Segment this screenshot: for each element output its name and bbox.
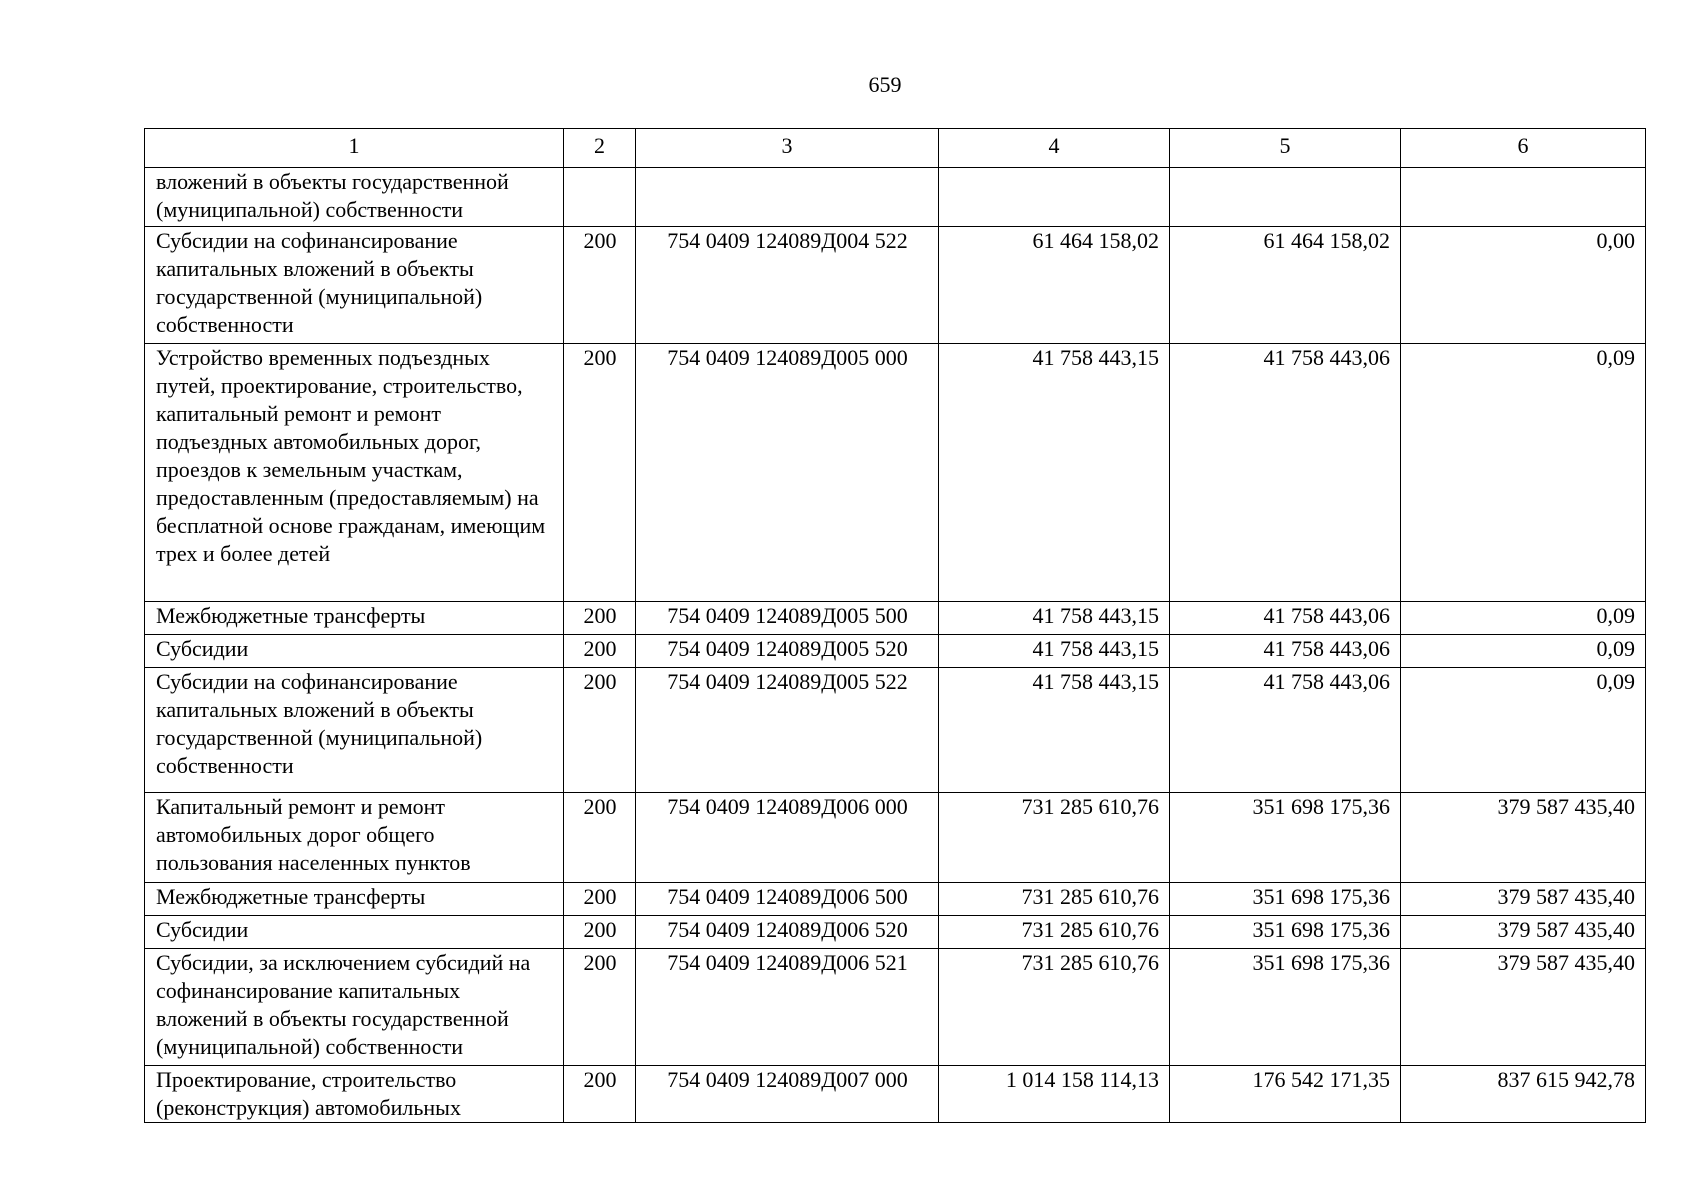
table-row — [145, 883, 1646, 916]
row-budget-code: 754 0409 124089Д005 522 — [636, 668, 939, 793]
column-number-row — [145, 129, 1646, 168]
row-budget-code: 754 0409 124089Д004 522 — [636, 227, 939, 344]
column-header: 2 — [564, 129, 636, 168]
table-row — [145, 168, 1646, 227]
row-value-col6 — [1401, 168, 1646, 227]
row-value-col6: 379 587 435,40 — [1401, 883, 1646, 916]
table-row — [145, 1066, 1646, 1123]
row-value-col5: 41 758 443,06 — [1170, 668, 1401, 793]
row-value-col5: 351 698 175,36 — [1170, 949, 1401, 1066]
row-budget-code — [636, 168, 939, 227]
row-value-col5: 41 758 443,06 — [1170, 602, 1401, 635]
row-value-col6: 0,09 — [1401, 602, 1646, 635]
row-label: Межбюджетные трансферты — [145, 883, 564, 916]
row-budget-code: 754 0409 124089Д007 000 — [636, 1066, 939, 1123]
row-label: Субсидии — [145, 635, 564, 668]
column-header: 6 — [1401, 129, 1646, 168]
table-row — [145, 635, 1646, 668]
row-budget-code: 754 0409 124089Д005 500 — [636, 602, 939, 635]
row-col2: 200 — [564, 344, 636, 602]
table-row — [145, 949, 1646, 1066]
row-value-col6: 0,09 — [1401, 344, 1646, 602]
row-value-col6: 379 587 435,40 — [1401, 916, 1646, 949]
column-header: 1 — [145, 129, 564, 168]
row-value-col5: 351 698 175,36 — [1170, 793, 1401, 883]
row-value-col4: 1 014 158 114,13 — [939, 1066, 1170, 1123]
row-budget-code: 754 0409 124089Д006 000 — [636, 793, 939, 883]
column-header: 3 — [636, 129, 939, 168]
row-value-col5: 41 758 443,06 — [1170, 344, 1401, 602]
row-label: Межбюджетные трансферты — [145, 602, 564, 635]
row-value-col4: 41 758 443,15 — [939, 668, 1170, 793]
row-col2 — [564, 168, 636, 227]
row-value-col5: 61 464 158,02 — [1170, 227, 1401, 344]
row-label: Устройство временных подъездных путей, проектирование, строительство, капитальный ремонт и ремонт подъездных автомобильных дорог, проездов к земельным участкам, предоставленным (предоставляемым) на бесплатной основе гражданам, имеющим трех и более детей — [145, 344, 564, 602]
row-value-col6: 379 587 435,40 — [1401, 949, 1646, 1066]
row-value-col6: 0,09 — [1401, 635, 1646, 668]
row-value-col6: 837 615 942,78 — [1401, 1066, 1646, 1123]
column-header: 4 — [939, 129, 1170, 168]
table-row — [145, 227, 1646, 344]
row-value-col5: 41 758 443,06 — [1170, 635, 1401, 668]
row-value-col4 — [939, 168, 1170, 227]
column-header: 5 — [1170, 129, 1401, 168]
row-label: Капитальный ремонт и ремонт автомобильных дорог общего пользования населенных пунктов — [145, 793, 564, 883]
row-value-col6: 0,09 — [1401, 668, 1646, 793]
row-col2: 200 — [564, 227, 636, 344]
row-col2: 200 — [564, 602, 636, 635]
row-value-col5: 351 698 175,36 — [1170, 916, 1401, 949]
row-budget-code: 754 0409 124089Д006 500 — [636, 883, 939, 916]
row-label: Проектирование, строительство (реконструкция) автомобильных — [145, 1066, 564, 1123]
budget-table — [144, 128, 1646, 1123]
row-label: Субсидии — [145, 916, 564, 949]
row-value-col4: 731 285 610,76 — [939, 883, 1170, 916]
table-row — [145, 668, 1646, 793]
row-value-col4: 41 758 443,15 — [939, 635, 1170, 668]
page-number: 659 — [868, 72, 902, 97]
row-label: Субсидии на софинансирование капитальных вложений в объекты государственной (муниципальной) собственности — [145, 227, 564, 344]
row-value-col4: 41 758 443,15 — [939, 602, 1170, 635]
row-budget-code: 754 0409 124089Д006 521 — [636, 949, 939, 1066]
row-col2: 200 — [564, 635, 636, 668]
row-value-col5: 176 542 171,35 — [1170, 1066, 1401, 1123]
row-label: вложений в объекты государственной (муниципальной) собственности — [145, 168, 564, 227]
row-value-col4: 41 758 443,15 — [939, 344, 1170, 602]
table-row — [145, 344, 1646, 602]
table-row — [145, 916, 1646, 949]
row-col2: 200 — [564, 1066, 636, 1123]
table-row — [145, 793, 1646, 883]
row-budget-code: 754 0409 124089Д005 000 — [636, 344, 939, 602]
row-col2: 200 — [564, 883, 636, 916]
row-col2: 200 — [564, 949, 636, 1066]
row-value-col4: 731 285 610,76 — [939, 793, 1170, 883]
row-label: Субсидии, за исключением субсидий на софинансирование капитальных вложений в объекты государственной (муниципальной) собственности — [145, 949, 564, 1066]
row-col2: 200 — [564, 793, 636, 883]
row-label: Субсидии на софинансирование капитальных вложений в объекты государственной (муниципальной) собственности — [145, 668, 564, 793]
row-budget-code: 754 0409 124089Д005 520 — [636, 635, 939, 668]
row-value-col6: 0,00 — [1401, 227, 1646, 344]
row-value-col5: 351 698 175,36 — [1170, 883, 1401, 916]
table-row — [145, 602, 1646, 635]
row-value-col5 — [1170, 168, 1401, 227]
table-body — [145, 168, 1646, 1123]
row-col2: 200 — [564, 916, 636, 949]
row-value-col4: 61 464 158,02 — [939, 227, 1170, 344]
row-value-col6: 379 587 435,40 — [1401, 793, 1646, 883]
row-budget-code: 754 0409 124089Д006 520 — [636, 916, 939, 949]
row-col2: 200 — [564, 668, 636, 793]
row-value-col4: 731 285 610,76 — [939, 916, 1170, 949]
row-value-col4: 731 285 610,76 — [939, 949, 1170, 1066]
